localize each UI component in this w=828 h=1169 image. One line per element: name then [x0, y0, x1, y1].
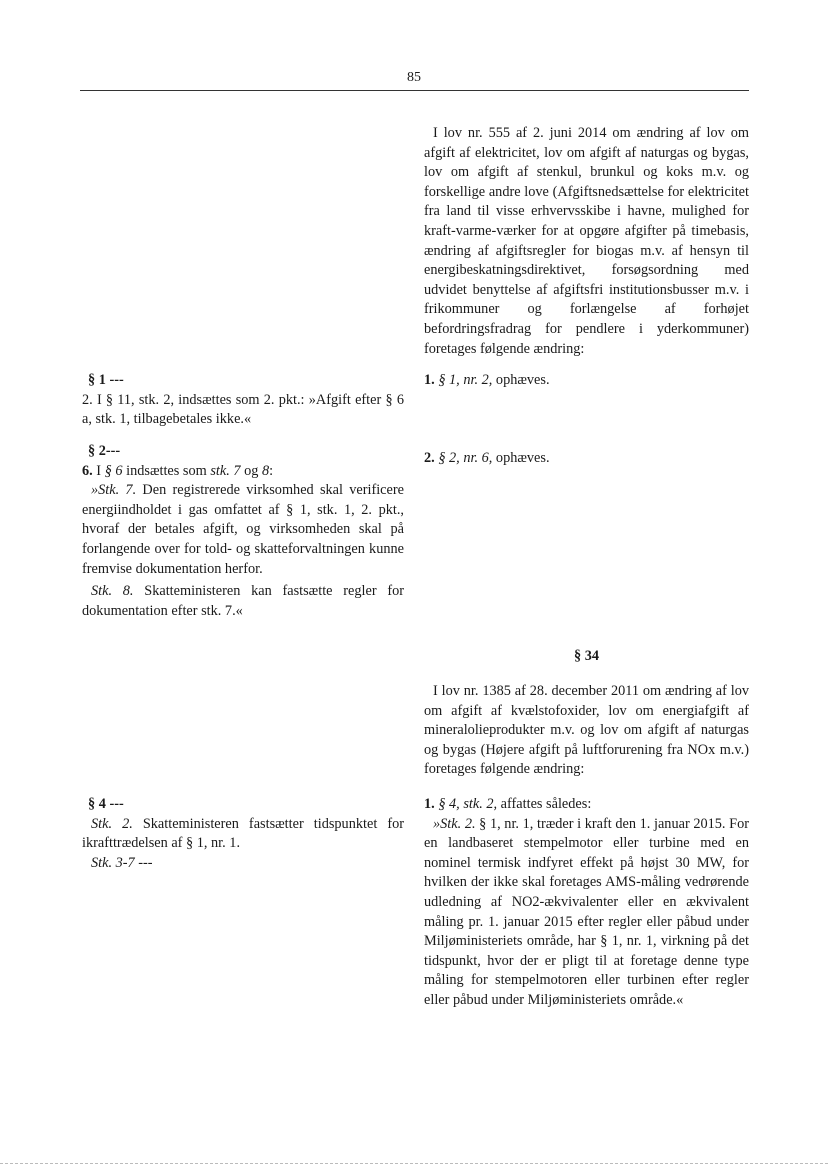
amendment-rest: ophæves.	[492, 372, 550, 388]
intro-fragment: :	[269, 462, 274, 479]
amendment-ref: § 4, stk. 2,	[438, 796, 498, 812]
stk-7-label: »Stk. 7.	[91, 482, 137, 499]
scan-edge	[0, 1163, 828, 1164]
section-34-intro-block	[424, 682, 749, 780]
section-4-stk-2	[82, 815, 404, 854]
section-4-heading: § 4 ---	[88, 796, 124, 812]
stk-7-paragraph	[82, 481, 404, 579]
quote-label: »Stk. 2.	[433, 815, 476, 832]
section-1-amendment	[424, 371, 749, 391]
intro-stk: stk. 7	[210, 462, 241, 479]
amendment-ref: § 1, nr. 2,	[438, 372, 493, 388]
page-number: 85	[407, 70, 421, 85]
stk-8-text: Skatteministeren kan fastsætte regler for dokumentation efter stk. 7.«	[82, 583, 404, 619]
amendment-line	[424, 795, 749, 815]
section-1-left	[82, 371, 404, 430]
stk-3-7-label: Stk. 3-7 ---	[91, 854, 153, 871]
section-2-num: 6.	[82, 462, 93, 479]
intro-text: I lov nr. 555 af 2. juni 2014 om ændring af lov om afgift af elektricitet, lov om afgift af naturgas og bygas, lov om afgift af stenkul, brunkul og koks m.v. og forskellige andre love (Afgiftsnedsættelse for elektricitet fra land til visse erhvervsskibe i havne, mulighed for kraft-varme-værker for at opgøre afgifter på timebasis, ændring af afgiftsregler for biogas m.v. af hensyn til energibeskatningsdirektivet, forsøgsordning med udvidet benyttelse af afgiftsfri institutionsbusser m.v. i frikommuner og forlængelse af forhøjet befordringsfradrag for pendlere i yderkommuner) foretages følgende ændring:	[424, 125, 749, 357]
section-34-heading: § 34	[573, 648, 600, 664]
intro-fragment: indsættes som	[122, 462, 211, 479]
section-2-amendment	[424, 449, 749, 469]
quote-text: § 1, nr. 1, træder i kraft den 1. januar 2015. For en landbaseret stempelmotor eller turbine med en nominel termisk indfyret effekt på højst 30 MW, for hvilken der ikke skal foretages AMS-måling vedrørende udledning af NO2-ækvivalenter eller en ækvivalent måling pr. 1. januar 2015 efter regler eller påbud under Miljøministeriets område, har § 1, nr. 1, virkning på det tidspunkt, hvor der er pligt til at foretage denne type måling for stempelmotoren eller turbinen efter regler eller påbud under Miljøministeriets område.«	[424, 815, 749, 1008]
section-4-left	[82, 795, 404, 873]
intro-fragment: I	[92, 462, 105, 479]
section-2-intro	[82, 462, 404, 482]
section-34-intro: I lov nr. 1385 af 28. december 2011 om ændring af lov om afgift af kvælstofoxider, lov om energiafgift af mineralolieprodukter m.v. og lov om afgift af naturgas og bygas (Højere afgift på luftforurening fra NOx m.v.) foretages følgende ændring:	[424, 683, 749, 778]
stk-8-label: Stk. 8.	[91, 583, 134, 600]
stk-8-paragraph	[82, 582, 404, 621]
amendment-number: 1.	[424, 796, 435, 812]
section-2-heading: § 2---	[88, 443, 121, 459]
amendment-number: 1.	[424, 372, 435, 388]
intro-ref: § 6	[104, 462, 123, 479]
section-1-text: 2. I § 11, stk. 2, indsættes som 2. pkt.: »Afgift efter § 6 a, stk. 1, tilbagebetales ikke.«	[82, 391, 404, 428]
amendment-quote	[424, 815, 749, 1011]
stk-7-text: Den registrerede virksomhed skal verificere energiindholdet i gas omfattet af § 1, stk. 1, 2. pkt., hvoraf der betales afgift, og virksomheden skal på forlangende over for told- og skatteforvaltningen kunne fremvise dokumentation herfor.	[82, 482, 404, 577]
stk-2-label: Stk. 2.	[91, 815, 133, 832]
intro-fragment: og	[240, 462, 262, 479]
section-4-stk-3-7	[82, 854, 404, 874]
section-4-amendment	[424, 795, 749, 1011]
stk-2-text: Skatteministeren fastsætter tidspunktet for ikrafttrædelsen af § 1, nr. 1.	[82, 815, 404, 852]
header-rule	[80, 90, 749, 91]
section-2-left	[82, 442, 404, 621]
amendment-number: 2.	[424, 450, 435, 466]
amendment-rest: affattes således:	[497, 796, 592, 812]
amendment-rest: ophæves.	[492, 450, 550, 466]
section-1-heading: § 1 ---	[88, 372, 124, 388]
intro-paragraph	[424, 124, 749, 359]
amendment-ref: § 2, nr. 6,	[438, 450, 493, 466]
intro-stk-8: 8	[261, 462, 270, 479]
